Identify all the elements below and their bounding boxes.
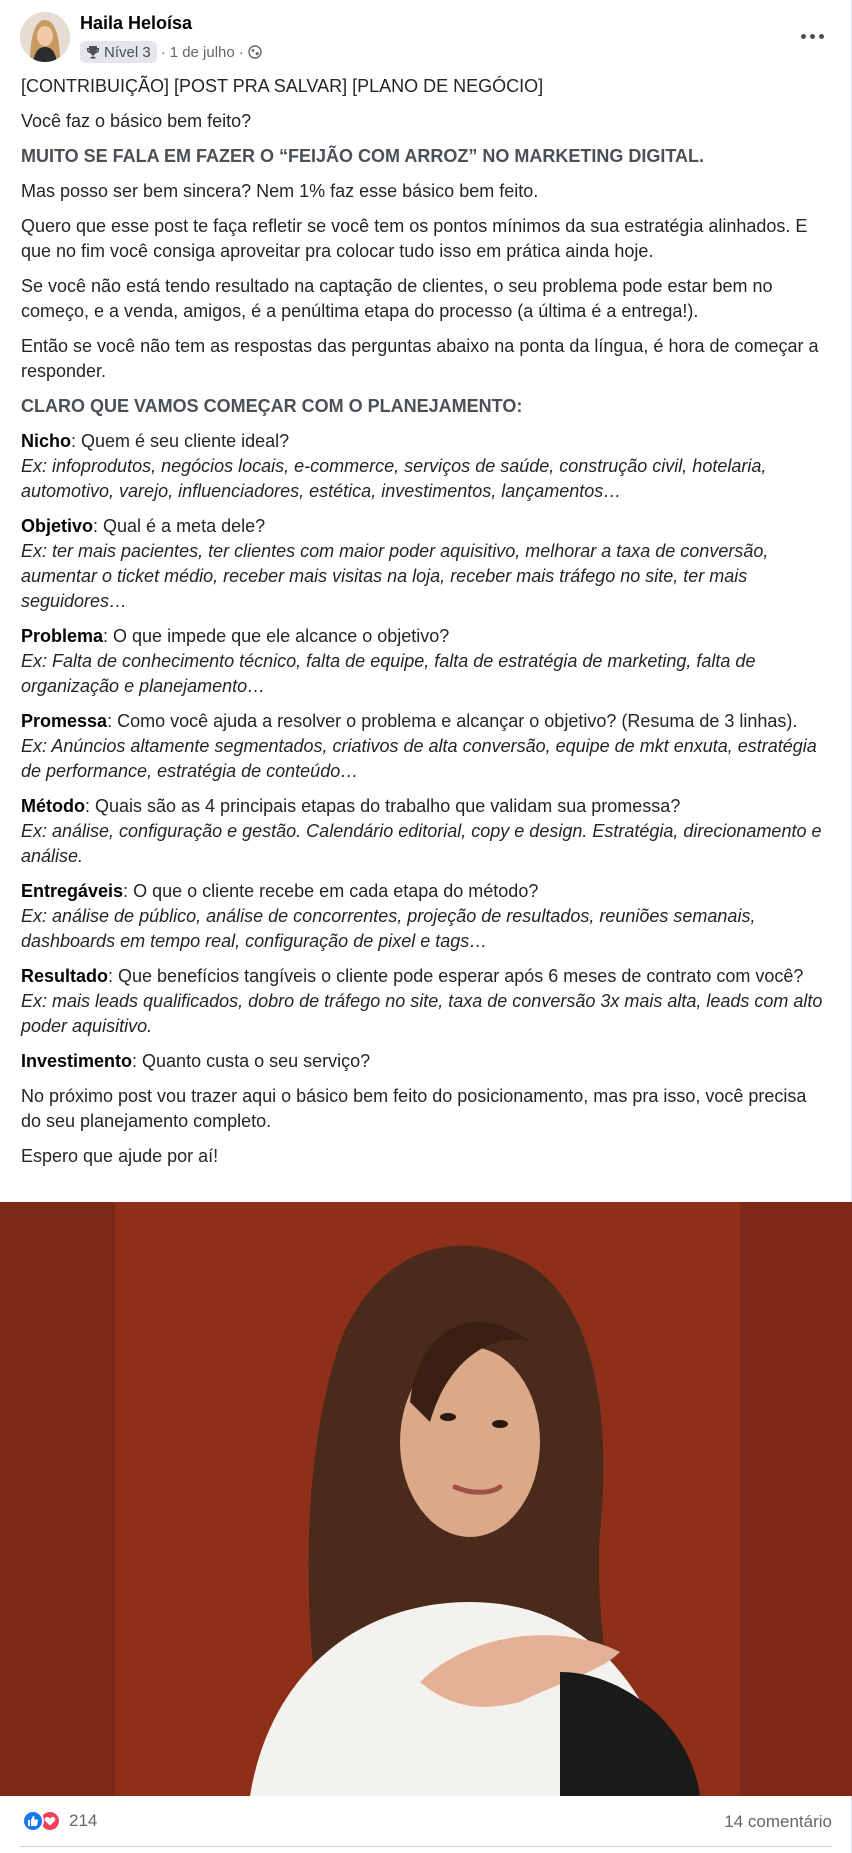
section-entregaveis (21, 879, 829, 954)
section-question: : Quais são as 4 principais etapas do trabalho que validam sua promessa? (84, 796, 681, 816)
section-label: Problema (21, 626, 104, 646)
post-meta (80, 40, 262, 64)
post-paragraph: Então se você não tem as respostas das perguntas abaixo na ponta da língua, é hora de começar a responder. (21, 336, 819, 381)
meta-separator: · (160, 43, 166, 61)
avatar[interactable] (20, 12, 70, 62)
globe-icon (248, 45, 262, 59)
trophy-icon (86, 45, 100, 59)
reactions-summary[interactable] (22, 1810, 97, 1832)
section-label: Método (21, 796, 85, 816)
footer-divider (20, 1846, 832, 1847)
section-question: : O que impede que ele alcance o objetivo? (103, 626, 450, 646)
section-nicho (21, 429, 829, 504)
post-body (21, 74, 829, 1179)
more-options-icon[interactable] (794, 18, 830, 54)
section-example: Ex: mais leads qualificados, dobro de tráfego no site, taxa de conversão 3x mais alta, leads com alto poder aquisitivo. (21, 991, 823, 1036)
section-label: Resultado (21, 966, 109, 986)
comments-count[interactable]: 14 comentário (724, 1812, 832, 1831)
section-example: Ex: Falta de conhecimento técnico, falta de equipe, falta de estratégia de marketing, falta de organização e planejamento… (21, 651, 756, 696)
section-promessa (21, 709, 829, 784)
post-heading: CLARO QUE VAMOS COMEÇAR COM O PLANEJAMENTO: (21, 396, 523, 416)
post-photo[interactable] (0, 1202, 852, 1796)
section-investimento (21, 1049, 829, 1074)
section-resultado (21, 964, 829, 1039)
section-label: Investimento (21, 1051, 133, 1071)
section-question: : Qual é a meta dele? (93, 516, 266, 536)
post-footer (0, 1796, 852, 1853)
post-header (0, 0, 852, 70)
section-label: Promessa (21, 711, 108, 731)
section-question: : Quem é seu cliente ideal? (71, 431, 290, 451)
section-question: : O que o cliente recebe em cada etapa do método? (123, 881, 539, 901)
section-label: Objetivo (21, 516, 94, 536)
section-example: Ex: análise, configuração e gestão. Calendário editorial, copy e design. Estratégia, direcionamento e análise. (21, 821, 822, 866)
section-example: Ex: ter mais pacientes, ter clientes com maior poder aquisitivo, melhorar a taxa de conversão, aumentar o ticket médio, receber mais visitas na loja, receber mais tráfego no site, ter mais seguidores… (21, 541, 769, 611)
author-name[interactable]: Haila Heloísa (80, 13, 193, 33)
meta-separator-2: · (238, 43, 244, 61)
post-date[interactable]: 1 de julho (169, 43, 235, 61)
post-paragraph: No próximo post vou trazer aqui o básico bem feito do posicionamento, mas pra isso, você precisa do seu planejamento completo. (21, 1086, 807, 1131)
section-question: : Como você ajuda a resolver o problema e alcançar o objetivo? (Resuma de 3 linhas). (107, 711, 798, 731)
post-paragraph: Quero que esse post te faça refletir se você tem os pontos mínimos da sua estratégia alinhados. E que no fim você consiga aproveitar pra colocar tudo isso em prática ainda hoje. (21, 216, 808, 261)
section-example: Ex: Anúncios altamente segmentados, criativos de alta conversão, equipe de mkt enxuta, estratégia de performance, estratégia de conteúdo… (21, 736, 817, 781)
post-heading: MUITO SE FALA EM FAZER O “FEIJÃO COM ARROZ” NO MARKETING DIGITAL. (21, 146, 704, 166)
level-badge-label: Nível 3 (104, 43, 151, 61)
section-question: : Quanto custa o seu serviço? (132, 1051, 371, 1071)
section-problema (21, 624, 829, 699)
post-paragraph: Espero que ajude por aí! (21, 1146, 219, 1166)
section-metodo (21, 794, 829, 869)
section-label: Nicho (21, 431, 72, 451)
level-badge[interactable] (80, 41, 157, 63)
post-paragraph: Você faz o básico bem feito? (21, 111, 252, 131)
section-objetivo (21, 514, 829, 614)
reactions-count: 214 (69, 1811, 98, 1830)
section-example: Ex: análise de público, análise de concorrentes, projeção de resultados, reuniões semanais, dashboards em tempo real, configuração de pixel e tags… (21, 906, 756, 951)
like-reaction-icon (22, 1810, 44, 1832)
section-question: : Que benefícios tangíveis o cliente pode esperar após 6 meses de contrato com você? (108, 966, 804, 986)
section-label: Entregáveis (21, 881, 124, 901)
post-paragraph: Se você não está tendo resultado na captação de clientes, o seu problema pode estar bem no começo, e a venda, amigos, é a penúltima etapa do processo (a última é a entrega!). (21, 276, 773, 321)
post-tags: [CONTRIBUIÇÃO] [POST PRA SALVAR] [PLANO DE NEGÓCIO] (21, 76, 544, 96)
section-example: Ex: infoprodutos, negócios locais, e-commerce, serviços de saúde, construção civil, hotelaria, automotivo, varejo, influenciadores, estética, investimentos, lançamentos… (21, 456, 767, 501)
post-paragraph: Mas posso ser bem sincera? Nem 1% faz esse básico bem feito. (21, 181, 539, 201)
